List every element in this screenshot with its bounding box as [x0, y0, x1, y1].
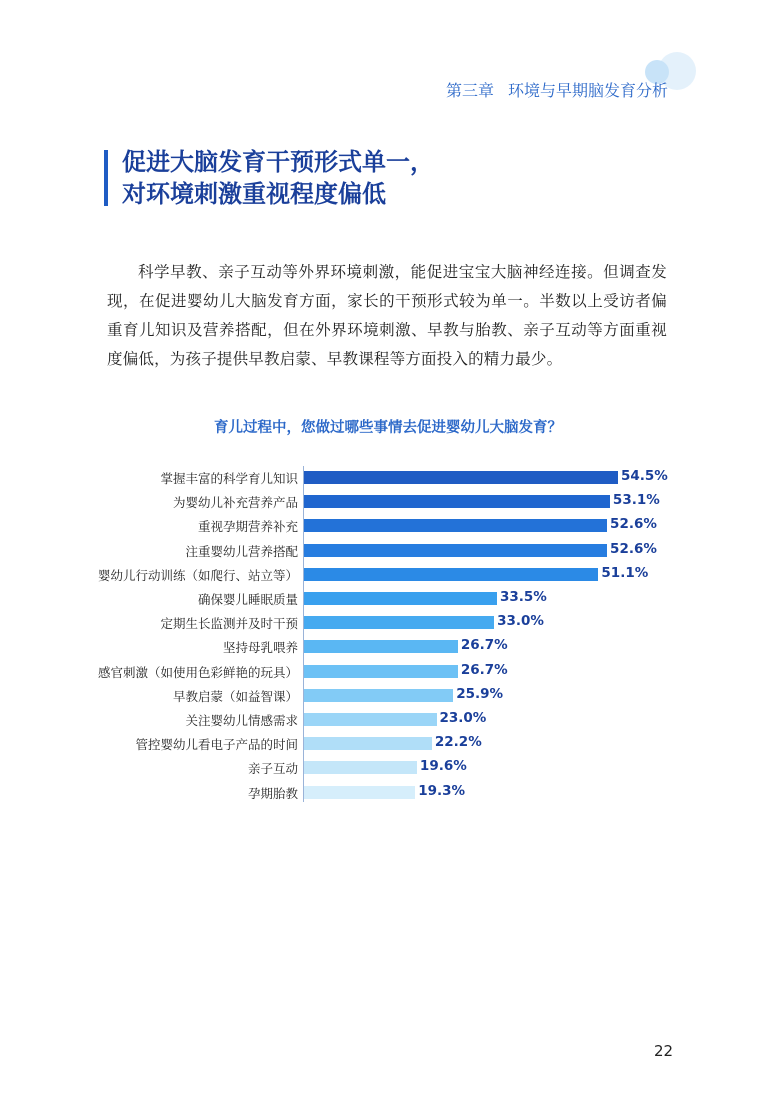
body-paragraph: 科学早教、亲子互动等外界环境刺激，能促进宝宝大脑神经连接。但调查发现，在促进婴幼儿大脑发育方面，家长的干预形式较为单一。半数以上受访者偏重育儿知识及营养搭配，但在外界环境刺激、早教与胎教、亲子互动等方面重视度偏低，为孩子提供早教启蒙、早教课程等方面投入的精力最少。 — [107, 263, 667, 368]
chart-row — [0, 490, 776, 514]
chart-row — [0, 660, 776, 684]
chart-category-label: 注重婴幼儿营养搭配 — [185, 543, 298, 559]
chart-category-label: 亲子互动 — [247, 761, 298, 777]
chart-category-label: 重视孕期营养补充 — [197, 519, 298, 535]
chart-category-label: 坚持母乳喂养 — [222, 640, 298, 656]
chart-category-label: 婴幼儿行动训练（如爬行、站立等） — [97, 567, 298, 583]
chart-value-label: 54.5% — [621, 468, 668, 484]
chart-row — [0, 539, 776, 563]
chart-category-label: 早教启蒙（如益智课） — [172, 688, 298, 704]
chart-bar — [304, 640, 458, 653]
chart-value-label: 23.0% — [439, 710, 487, 726]
chart-row — [0, 756, 776, 780]
chart-row — [0, 732, 776, 756]
chart-bar — [304, 713, 437, 726]
chart-category-label: 确保婴儿睡眠质量 — [197, 592, 298, 607]
chart-row — [0, 611, 776, 635]
chart-row — [0, 684, 776, 708]
chart-category-label: 为婴幼儿补充营养产品 — [172, 495, 298, 511]
chart-bar — [304, 786, 415, 799]
chapter-header — [446, 78, 668, 101]
chart-value-label: 33.0% — [497, 613, 544, 630]
chart-bar — [304, 495, 610, 508]
section-title-line-2: 对环境刺激重视程度偏低 — [122, 180, 386, 208]
chart-row — [0, 635, 776, 659]
chart-category-label: 管控婴幼儿看电子产品的时间 — [135, 737, 298, 753]
chart-value-label: 51.1% — [601, 564, 649, 581]
chart-category-label: 感官刺激（如使用色彩鲜艳的玩具） — [97, 664, 298, 680]
chart-bar — [304, 761, 417, 774]
chart-row — [0, 587, 776, 611]
chart-bar — [304, 519, 607, 532]
chart-bar — [304, 665, 458, 678]
chart-value-label: 52.6% — [610, 540, 657, 557]
chart-value-label: 19.3% — [418, 782, 466, 799]
chart-bar — [304, 616, 494, 629]
chart-bar — [304, 592, 497, 605]
chart-value-label: 25.9% — [456, 685, 504, 702]
chart-bar — [304, 737, 432, 750]
section-title-line-1: 促进大脑发育干预形式单一， — [122, 148, 434, 176]
chart-category-label: 关注婴幼儿情感需求 — [185, 713, 298, 728]
section-title — [122, 146, 542, 210]
chart-value-label: 26.7% — [460, 637, 508, 654]
chart-bar — [304, 568, 598, 581]
chart-value-label: 26.7% — [460, 661, 508, 678]
chart-value-label: 19.6% — [419, 758, 467, 775]
chart-category-label: 定期生长监测并及时干预 — [160, 616, 298, 632]
chart-value-label: 22.2% — [434, 734, 482, 751]
chart-bar — [304, 689, 453, 702]
chart-bar — [304, 471, 618, 484]
chart-row — [0, 466, 776, 490]
chart-value-label: 53.1% — [612, 492, 660, 509]
chart-category-label: 掌握丰富的科学育儿知识 — [160, 471, 298, 486]
page-number: 22 — [654, 1042, 674, 1060]
chart-row — [0, 514, 776, 538]
chart-value-label: 33.5% — [500, 589, 547, 605]
chart-value-label: 52.6% — [610, 516, 657, 533]
chart-row — [0, 708, 776, 732]
chart-title: 育儿过程中，您做过哪些事情去促进婴幼儿大脑发育？ — [214, 420, 562, 436]
chart-row — [0, 563, 776, 587]
chart-row — [0, 781, 776, 805]
chart-bar — [304, 544, 607, 557]
chart-category-label: 孕期胎教 — [247, 785, 298, 801]
chapter-title: 环境与早期脑发育分析 — [507, 81, 668, 100]
bar-chart — [0, 466, 776, 806]
chapter-number: 第三章 — [445, 81, 494, 100]
title-accent-bar — [104, 150, 108, 206]
